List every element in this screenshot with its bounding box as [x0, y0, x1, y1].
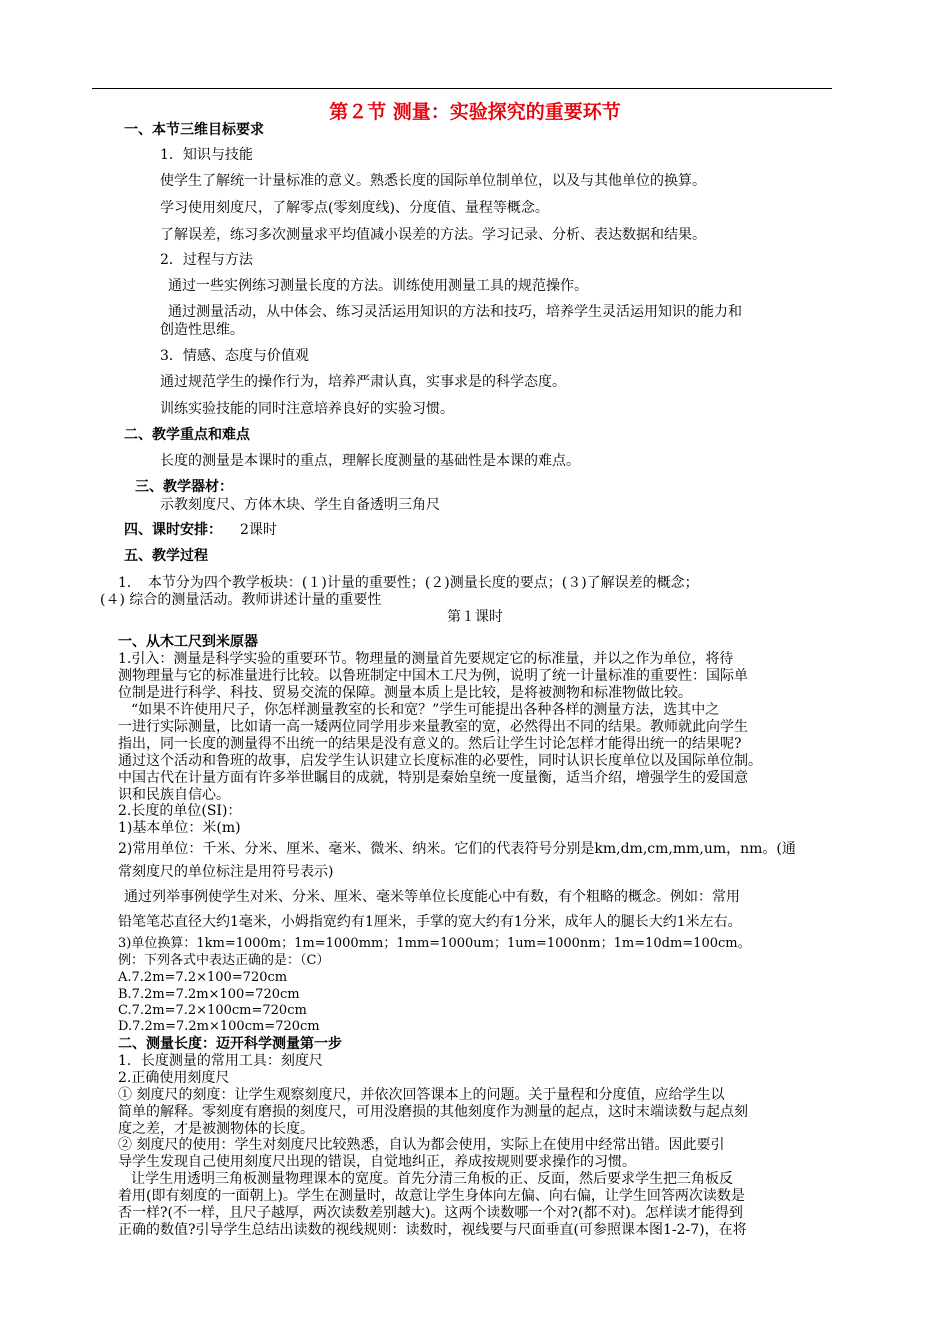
lesson-label: 第１课时	[447, 609, 503, 625]
text-line: 识和民族自信心。	[118, 787, 230, 803]
heading-schedule: 四、课时安排：	[124, 522, 222, 538]
text-line: 导学生发现自己使用刻度尺出现的错误，自觉地纠正，养成按规则要求操作的习惯。	[118, 1154, 636, 1170]
text-line: 通过一些实例练习测量长度的方法。训练使用测量工具的规范操作。	[168, 278, 588, 294]
text-line: 正确的数值?引导学生总结出读数的视线规则：读数时，视线要与尺面垂直(可参照课本图1-2-7)，在将	[118, 1222, 747, 1238]
text-line: “如果不许使用尺子，你怎样测量教室的长和宽？”学生可能提出各种各样的测量方法，选其中之	[131, 702, 720, 718]
text-line: 一进行实际测量，比如请一高一矮两位同学用步来量教室的宽，必然得出不同的结果。教师就此向学生	[118, 719, 748, 735]
text-line: 1)基本单位：米(m)	[118, 820, 241, 836]
subheading-process: 2．过程与方法	[160, 252, 253, 268]
text-line: 位制是进行科学、科技、贸易交流的保障。测量本质上是比较，是将被测物和标准物做比较。	[118, 685, 692, 701]
text-line: 通过列举事例使学生对米、分米、厘米、毫米等单位长度能心中有数，有个粗略的概念。例如：常用	[124, 889, 740, 905]
text-line: 着用(即有刻度的一面朝上)。学生在测量时，故意让学生身体向左偏、向右偏，让学生回答两次读数是	[118, 1188, 745, 1204]
text-line: 例：下列各式中表达正确的是：（C）	[118, 953, 330, 968]
option-d: D.7.2m=7.2m×100cm=720cm	[118, 1019, 320, 1034]
text-line: 简单的解释。零刻度有磨损的刻度尺，可用没磨损的其他刻度作为测量的起点，这时末端读数与起点刻	[118, 1104, 748, 1120]
text-line: 2)常用单位：千米、分米、厘米、毫米、微米、纳米。它们的代表符号分别是km,dm,cm,mm,um，nm。(通	[118, 841, 796, 857]
text-line: 常刻度尺的单位标注是用符号表示)	[118, 864, 334, 880]
option-c: C.7.2m=7.2×100cm=720cm	[118, 1003, 307, 1018]
text-line: 通过测量活动，从中体会、练习灵活运用知识的方法和技巧，培养学生灵活运用知识的能力和	[168, 304, 742, 320]
text-line: 使学生了解统一计量标准的意义。熟悉长度的国际单位制单位，以及与其他单位的换算。	[160, 173, 706, 189]
text-line: 否一样?(不一样，且尺子越厚，两次读数差别越大)。这两个读数哪一个对?(都不对)。怎样读才能得到	[118, 1205, 743, 1221]
text-line: 度之差，才是被测物体的长度。	[118, 1121, 314, 1137]
text-line: 3)单位换算：1km=1000m；1m=1000mm；1mm=1000um；1um=1000nm；1m=10dm=100cm。	[118, 936, 751, 951]
heading-equipment: 三、教学器材：	[135, 479, 233, 495]
subheading-attitude: 3．情感、态度与价值观	[160, 348, 309, 364]
text-line: 示教刻度尺、方体木块、学生自备透明三角尺	[160, 497, 440, 513]
heading-objectives: 一、本节三维目标要求	[124, 122, 264, 138]
text-line: 让学生用透明三角板测量物理课本的宽度。首先分清三角板的正、反面，然后要求学生把三角板反	[131, 1171, 733, 1187]
text-line: 创造性思维。	[160, 322, 244, 338]
text-line: 1．长度测量的常用工具：刻度尺	[118, 1053, 323, 1069]
text-line: 中国古代在计量方面有许多举世瞩目的成就，特别是秦始皇统一度量衡，适当介绍，增强学生的爱国意	[118, 770, 748, 786]
option-a: A.7.2m=7.2×100=720cm	[118, 970, 288, 985]
subheading-knowledge: 1．知识与技能	[160, 147, 253, 163]
text-line: 训练实验技能的同时注意培养良好的实验习惯。	[160, 401, 454, 417]
text-line: 通过规范学生的操作行为，培养严肃认真，实事求是的科学态度。	[160, 374, 566, 390]
text-line: 学习使用刻度尺，了解零点(零刻度线)、分度值、量程等概念。	[160, 200, 549, 216]
text-line: 1.引入：测量是科学实验的重要环节。物理量的测量首先要规定它的标准量，并以之作为单位，将待	[118, 651, 734, 667]
text-line: 1． 本节分为四个教学板块：(１)计量的重要性；(２)测量长度的要点；(３)了解误差的概念；	[118, 575, 699, 591]
text-line: (４) 综合的测量活动。教师讲述计量的重要性	[100, 592, 382, 608]
heading-section-2: 二、测量长度：迈开科学测量第一步	[118, 1036, 342, 1052]
text-line: ② 刻度尺的使用：学生对刻度尺比较熟悉，自认为都会使用，实际上在使用中经常出错。因此要引	[118, 1137, 725, 1153]
header-rule	[92, 88, 832, 89]
text-line: 2.长度的单位(SI)：	[118, 803, 242, 819]
page-title: 第２节 测量：实验探究的重要环节	[329, 101, 621, 123]
text-line: ① 刻度尺的刻度：让学生观察刻度尺，并依次回答课本上的问题。关于量程和分度值，应给学生以	[118, 1087, 725, 1103]
text-line: 指出，同一长度的测量得不出统一的结果是没有意义的。然后让学生讨论怎样才能得出统一的结果呢?	[118, 736, 742, 752]
text-line: 长度的测量是本课时的重点，理解长度测量的基础性是本课的难点。	[160, 453, 580, 469]
heading-process: 五、教学过程	[124, 548, 208, 564]
text-line: 2课时	[240, 522, 277, 538]
option-b: B.7.2m=7.2m×100=720cm	[118, 987, 300, 1002]
text-line: 测物理量与它的标准量进行比较。以鲁班制定中国木工尺为例，说明了统一计量标准的重要性：国际单	[118, 668, 748, 684]
text-line: 2.正确使用刻度尺	[118, 1070, 230, 1086]
heading-key-points: 二、教学重点和难点	[124, 427, 250, 443]
text-line: 了解误差，练习多次测量求平均值减小误差的方法。学习记录、分析、表达数据和结果。	[160, 227, 706, 243]
text-line: 通过这个活动和鲁班的故事，启发学生认识建立长度标准的必要性，同时认识长度单位以及国际单位制。	[118, 753, 762, 769]
heading-section-1: 一、从木工尺到米原器	[118, 634, 258, 650]
text-line: 铅笔笔芯直径大约1毫米，小姆指宽约有1厘米，手掌的宽大约有1分米，成年人的腿长大约1米左右。	[118, 914, 742, 930]
